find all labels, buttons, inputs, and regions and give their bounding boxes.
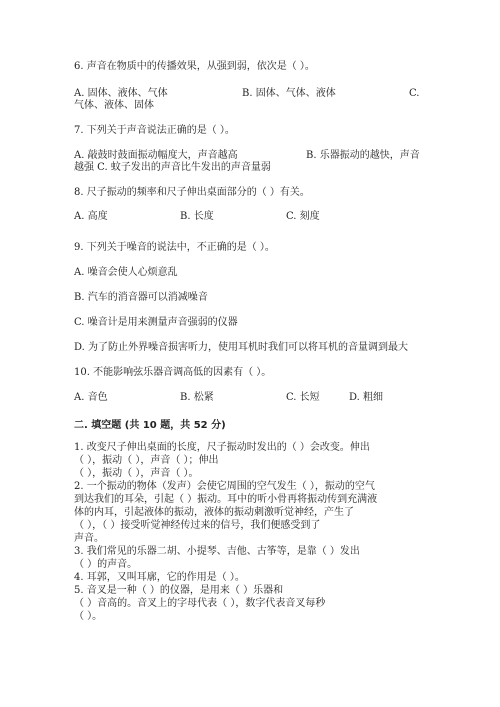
f2-line4: （ ），（ ）接受听觉神经传过来的信号，我们便感受到了 [74,520,321,531]
q6-stem: 6. 声音在物质中的传播效果，从强到弱，依次是（ ）。 [74,61,315,72]
section-title-fill-in: 二. 填空题 (共 10 题，共 52 分) [74,420,226,431]
q9-option-d: D. 为了防止外界噪音损害听力，使用耳机时我们可以将耳机的音量调到最大 [74,342,409,353]
q8-stem: 8. 尺子振动的频率和尺子伸出桌面部分的（ ）有关。 [74,187,310,198]
f2-line3: 体的内耳，引起液体的振动，液体的振动刺激听觉神经，产生了 [74,507,354,518]
q10-option-c: C. 长短 [286,392,320,403]
f5-line1: 5. 音叉是一种（ ）的仪器，是用来（ ）乐器和 [74,585,284,596]
q7-option-a: A. 敲鼓时鼓面振动幅度大，声音越高 [74,150,238,161]
q8-option-c: C. 刻度 [286,211,320,222]
q10-stem: 10. 不能影响弦乐器音调高低的因素有（ ）。 [74,367,272,378]
q7-option-b: B. 乐器振动的越快，声音 [306,150,420,161]
q6-option-b: B. 固体、气体、液体 [242,88,336,99]
f2-line1: 2. 一个振动的物体（发声）会使它周围的空气发生（ ），振动的空气 [74,481,375,492]
q6-option-a: A. 固体、液体、气体 [74,88,168,99]
q9-option-b: B. 汽车的消音器可以消减噪音 [74,292,208,303]
f2-line2: 到达我们的耳朵，引起（ ）振动。耳中的听小骨再将振动传到充满液 [74,494,378,505]
f3-line2: （ ）的声音。 [74,559,138,570]
q8-option-b: B. 长度 [180,211,214,222]
q10-option-d: D. 粗细 [349,392,384,403]
f5-line3: （ ）。 [74,611,103,622]
f3-line1: 3. 我们常见的乐器二胡、小提琴、吉他、古筝等，是靠（ ）发出 [74,546,360,557]
f4-line1: 4. 耳郭，又叫耳廓，它的作用是（ ）。 [74,572,245,583]
q10-option-b: B. 松紧 [180,392,214,403]
q6-option-c-text: 气体、液体、固体 [74,100,154,111]
q9-stem: 9. 下列关于噪音的说法中，不正确的是（ ）。 [74,242,275,253]
q10-option-a: A. 音色 [74,392,108,403]
q9-option-a: A. 噪音会使人心烦意乱 [74,267,178,278]
q7-stem: 7. 下列关于声音说法正确的是（ ）。 [74,125,235,136]
f5-line2: （ ）音高的。音叉上的字母代表（ ），数字代表音叉每秒 [74,598,326,609]
f1-line1: 1. 改变尺子伸出桌面的长度，尺子振动时发出的（ ）会改变。伸出 [74,442,370,453]
q9-option-c: C. 噪音计是用来测量声音强弱的仪器 [74,317,238,328]
f1-line2: （ ），振动（ ），声音（ ）；伸出 [74,455,219,466]
q6-option-c: C. [409,88,420,99]
f2-line5: 声音。 [74,533,104,544]
q7-option-c: 越强 C. 蚊子发出的声音比牛发出的声音量弱 [74,162,271,173]
q8-option-a: A. 高度 [74,211,108,222]
f1-line3: （ ），振动（ ），声音（ ）。 [74,468,199,479]
